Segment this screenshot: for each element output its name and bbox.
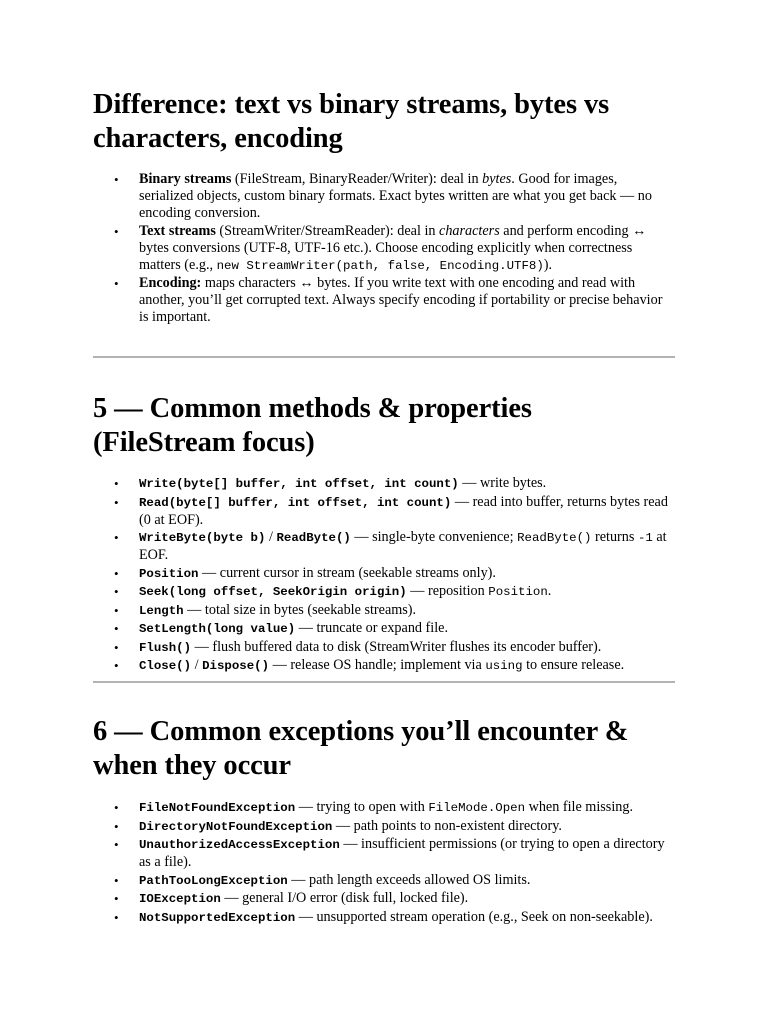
bullet-list-streams xyxy=(93,171,675,327)
item-text: to ensure release. xyxy=(522,657,625,673)
method-name: Flush() xyxy=(139,640,192,655)
item-text: ). xyxy=(543,256,553,273)
bullet-icon: • xyxy=(114,909,119,925)
term-label: Binary streams xyxy=(139,171,232,187)
emphasis-text: characters xyxy=(439,222,500,239)
item-text: and perform encoding ↔ bytes conversions (UTF-8, UTF-16 etc.). Choose encoding explicitly when correctness matters (e.g., xyxy=(139,222,647,273)
bullet-icon: • xyxy=(114,494,119,510)
bullet-icon: • xyxy=(114,872,119,888)
item-text: — read into buffer, returns bytes read (0 at EOF). xyxy=(139,493,668,528)
item-text: — current cursor in stream (seekable streams only). xyxy=(198,564,496,581)
bullet-icon: • xyxy=(114,223,119,239)
list-item xyxy=(93,602,675,620)
list-item xyxy=(93,872,675,890)
bullet-icon: • xyxy=(114,584,119,599)
exception-name: NotSupportedException xyxy=(139,910,296,925)
item-text: — release OS handle; implement via xyxy=(269,657,486,673)
term-label: Encoding: xyxy=(139,275,202,291)
item-text: — flush buffered data to disk (StreamWriter flushes its encoder buffer). xyxy=(191,638,602,655)
exception-name: FileNotFoundException xyxy=(139,801,296,815)
item-text: (StreamWriter/StreamReader): deal in xyxy=(215,222,440,239)
list-item xyxy=(93,639,675,657)
item-text: (FileStream, BinaryReader/Writer): deal in xyxy=(231,171,483,187)
term-label: Text streams xyxy=(139,222,216,239)
section-heading-exceptions: 6 — Common exceptions you’ll encounter & when they occur xyxy=(93,716,629,781)
property-name: Length xyxy=(139,603,184,618)
bullet-icon: • xyxy=(114,891,119,906)
inline-code: FileMode.Open xyxy=(428,801,526,815)
section-heading-methods: 5 — Common methods & properties (FileStream focus) xyxy=(93,393,532,458)
list-item xyxy=(93,583,675,601)
section-divider xyxy=(93,681,675,683)
item-text: at EOF. xyxy=(139,529,667,563)
item-text: maps characters ↔ bytes. If you write text with one encoding and read with another, you’ll get corrupted text. Always specify encoding if portability or precise behavior is important. xyxy=(139,275,663,325)
item-text: — truncate or expand file. xyxy=(295,620,449,636)
list-item xyxy=(93,565,675,583)
bullet-icon: • xyxy=(114,172,119,187)
separator-text: / xyxy=(191,657,203,673)
list-item xyxy=(93,620,675,638)
item-text: — path length exceeds allowed OS limits. xyxy=(287,871,531,888)
bullet-icon: • xyxy=(114,837,119,852)
item-text: — insufficient permissions (or trying to open a directory as a file). xyxy=(139,836,665,870)
item-text: — single-byte convenience; xyxy=(350,529,518,545)
inline-code: using xyxy=(485,659,523,673)
bullet-icon: • xyxy=(114,800,119,815)
method-name: Seek(long offset, SeekOrigin origin) xyxy=(139,585,407,599)
property-name: Position xyxy=(139,566,199,581)
method-name: Dispose() xyxy=(202,659,270,673)
bullet-icon: • xyxy=(114,639,119,655)
inline-code: -1 xyxy=(637,531,653,545)
list-item xyxy=(93,799,675,817)
list-item xyxy=(93,657,675,675)
item-text: — general I/O error (disk full, locked file). xyxy=(220,890,469,906)
item-text: — total size in bytes (seekable streams). xyxy=(183,601,417,618)
list-item xyxy=(93,529,675,564)
item-text: — unsupported stream operation (e.g., Seek on non-seekable). xyxy=(295,908,653,925)
list-item xyxy=(93,171,675,222)
bullet-icon: • xyxy=(114,658,119,673)
method-name: WriteByte(byte b) xyxy=(139,531,266,545)
list-item xyxy=(93,890,675,908)
inline-code: Position xyxy=(488,585,548,599)
method-name: Close() xyxy=(139,659,192,673)
method-name: SetLength(long value) xyxy=(139,622,296,636)
item-text: — write bytes. xyxy=(458,475,547,491)
bullet-icon: • xyxy=(114,530,119,545)
list-item xyxy=(93,818,675,836)
bullet-icon: • xyxy=(114,621,119,636)
exception-name: UnauthorizedAccessException xyxy=(139,838,340,852)
list-item xyxy=(93,494,675,529)
bullet-icon: • xyxy=(114,818,119,834)
item-text: . xyxy=(547,583,552,599)
method-name: ReadByte() xyxy=(276,531,351,545)
exception-name: PathTooLongException xyxy=(139,873,288,888)
section-heading-streams-difference: Difference: text vs binary streams, bytes vs characters, encoding xyxy=(93,89,610,154)
list-item xyxy=(93,836,675,871)
bullet-icon: • xyxy=(114,476,119,491)
section-divider xyxy=(93,356,675,358)
item-text: — reposition xyxy=(406,583,489,599)
bullet-icon: • xyxy=(114,565,119,581)
bullet-list-methods xyxy=(93,475,675,676)
exception-name: DirectoryNotFoundException xyxy=(139,819,333,834)
separator-text: / xyxy=(265,529,277,545)
method-name: Write(byte[] buffer, int offset, int count) xyxy=(139,477,459,491)
bullet-list-exceptions xyxy=(93,799,675,927)
bullet-icon: • xyxy=(114,602,119,618)
item-text: when file missing. xyxy=(525,799,634,815)
list-item xyxy=(93,475,675,493)
item-text: returns xyxy=(591,529,638,545)
method-name: Read(byte[] buffer, int offset, int count) xyxy=(139,495,452,510)
list-item xyxy=(93,223,675,275)
bullet-icon: • xyxy=(114,276,119,291)
item-text: — trying to open with xyxy=(295,799,429,815)
inline-code: new StreamWriter(path, false, Encoding.UTF8) xyxy=(216,258,544,273)
exception-name: IOException xyxy=(139,892,221,906)
list-item xyxy=(93,909,675,927)
emphasis-text: bytes xyxy=(482,171,512,187)
inline-code: ReadByte() xyxy=(517,531,592,545)
item-text: . Good for images, serialized objects, custom binary formats. Exact bytes written are what you get back — no encoding conversion. xyxy=(139,171,652,221)
list-item xyxy=(93,275,675,326)
item-text: — path points to non-existent directory. xyxy=(332,817,562,834)
